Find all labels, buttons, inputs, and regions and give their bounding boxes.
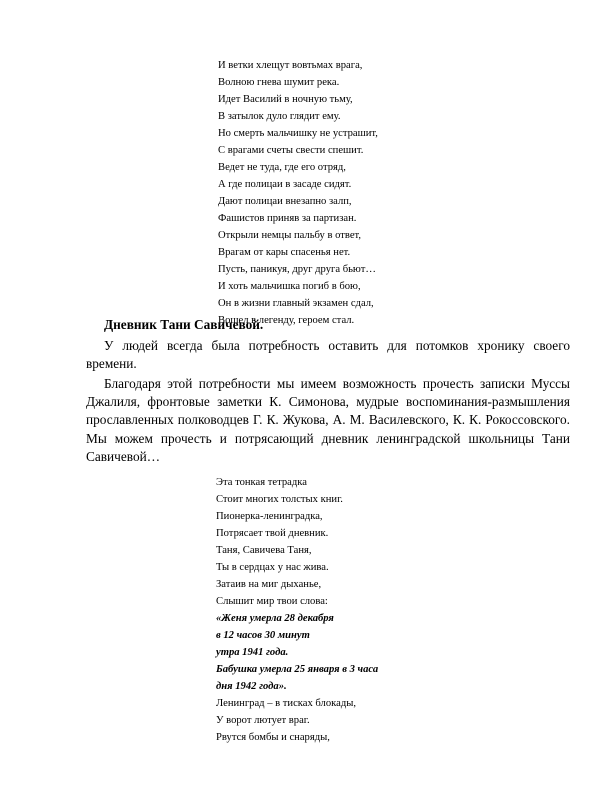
poem-line: Открыли немцы пальбу в ответ,: [218, 230, 362, 241]
poem-line: Ведет не туда, где его отряд,: [218, 162, 346, 173]
poem-line: Потрясает твой дневник.: [216, 528, 329, 539]
poem-line: Волною гнева шумит река.: [218, 77, 340, 88]
poem-line: Ленинград – в тисках блокады,: [216, 698, 356, 709]
poem-line: Врагам от кары спасенья нет.: [218, 247, 351, 258]
diary-quote-line: Бабушка умерла 25 января в 3 часа: [216, 664, 379, 675]
paragraph-intro: У людей всегда была потребность оставить для потомков хронику своего времени.: [86, 338, 570, 372]
section-title: Дневник Тани Савичевой.: [104, 317, 264, 332]
poem-line: Эта тонкая тетрадка: [216, 477, 307, 488]
diary-quote-line: «Женя умерла 28 декабря: [216, 613, 334, 624]
poem-line: А где полицаи в засаде сидят.: [218, 179, 352, 190]
diary-quote-line: утра 1941 года.: [216, 647, 289, 658]
poem-line: И хоть мальчишка погиб в бою,: [218, 281, 361, 292]
poem-line: Дают полицаи внезапно залп,: [218, 196, 352, 207]
poem-line: В затылок дуло глядит ему.: [218, 111, 341, 122]
poem-line: Но смерть мальчишку не устрашит,: [218, 128, 378, 139]
poem-line: У ворот лютует враг.: [216, 715, 310, 726]
poem-top: [218, 57, 378, 329]
poem-line: Таня, Савичева Таня,: [216, 545, 312, 556]
poem-line: И ветки хлещут вовтьмах врага,: [218, 60, 363, 71]
poem-line: Рвутся бомбы и снаряды,: [216, 732, 330, 743]
poem-line: Пионерка-ленинградка,: [216, 511, 323, 522]
poem-line: Вошел в легенду, героем стал.: [218, 315, 355, 326]
poem-line: Пусть, паникуя, друг друга бьют…: [218, 264, 376, 275]
poem-line: Он в жизни главный экзамен сдал,: [218, 298, 374, 309]
poem-line: Слышит мир твои слова:: [216, 596, 328, 607]
diary-quote-line: дня 1942 года».: [216, 681, 287, 692]
poem-line: Ты в сердцах у нас жива.: [216, 562, 329, 573]
poem-line: Стоит многих толстых книг.: [216, 494, 343, 505]
paragraph-sources: Благодаря этой потребности мы имеем возможность прочесть записки Муссы Джалиля, фронтовые заметки К. Симонова, мудрые воспоминания-размышления прославленных полководцев Г. К. Жукова, А. М. Василевского, К. К. Рокоссовского. Мы можем прочесть и потрясающий дневник ленинградской школьницы Тани Савичевой…: [86, 376, 570, 464]
poem-line: Идет Василий в ночную тьму,: [218, 94, 353, 105]
poem-line: С врагами счеты свести спешит.: [218, 145, 364, 156]
poem-bottom: [216, 474, 378, 746]
poem-line: Фашистов приняв за партизан.: [218, 213, 357, 224]
poem-line: Затаив на миг дыханье,: [216, 579, 322, 590]
diary-quote-line: в 12 часов 30 минут: [216, 630, 310, 641]
